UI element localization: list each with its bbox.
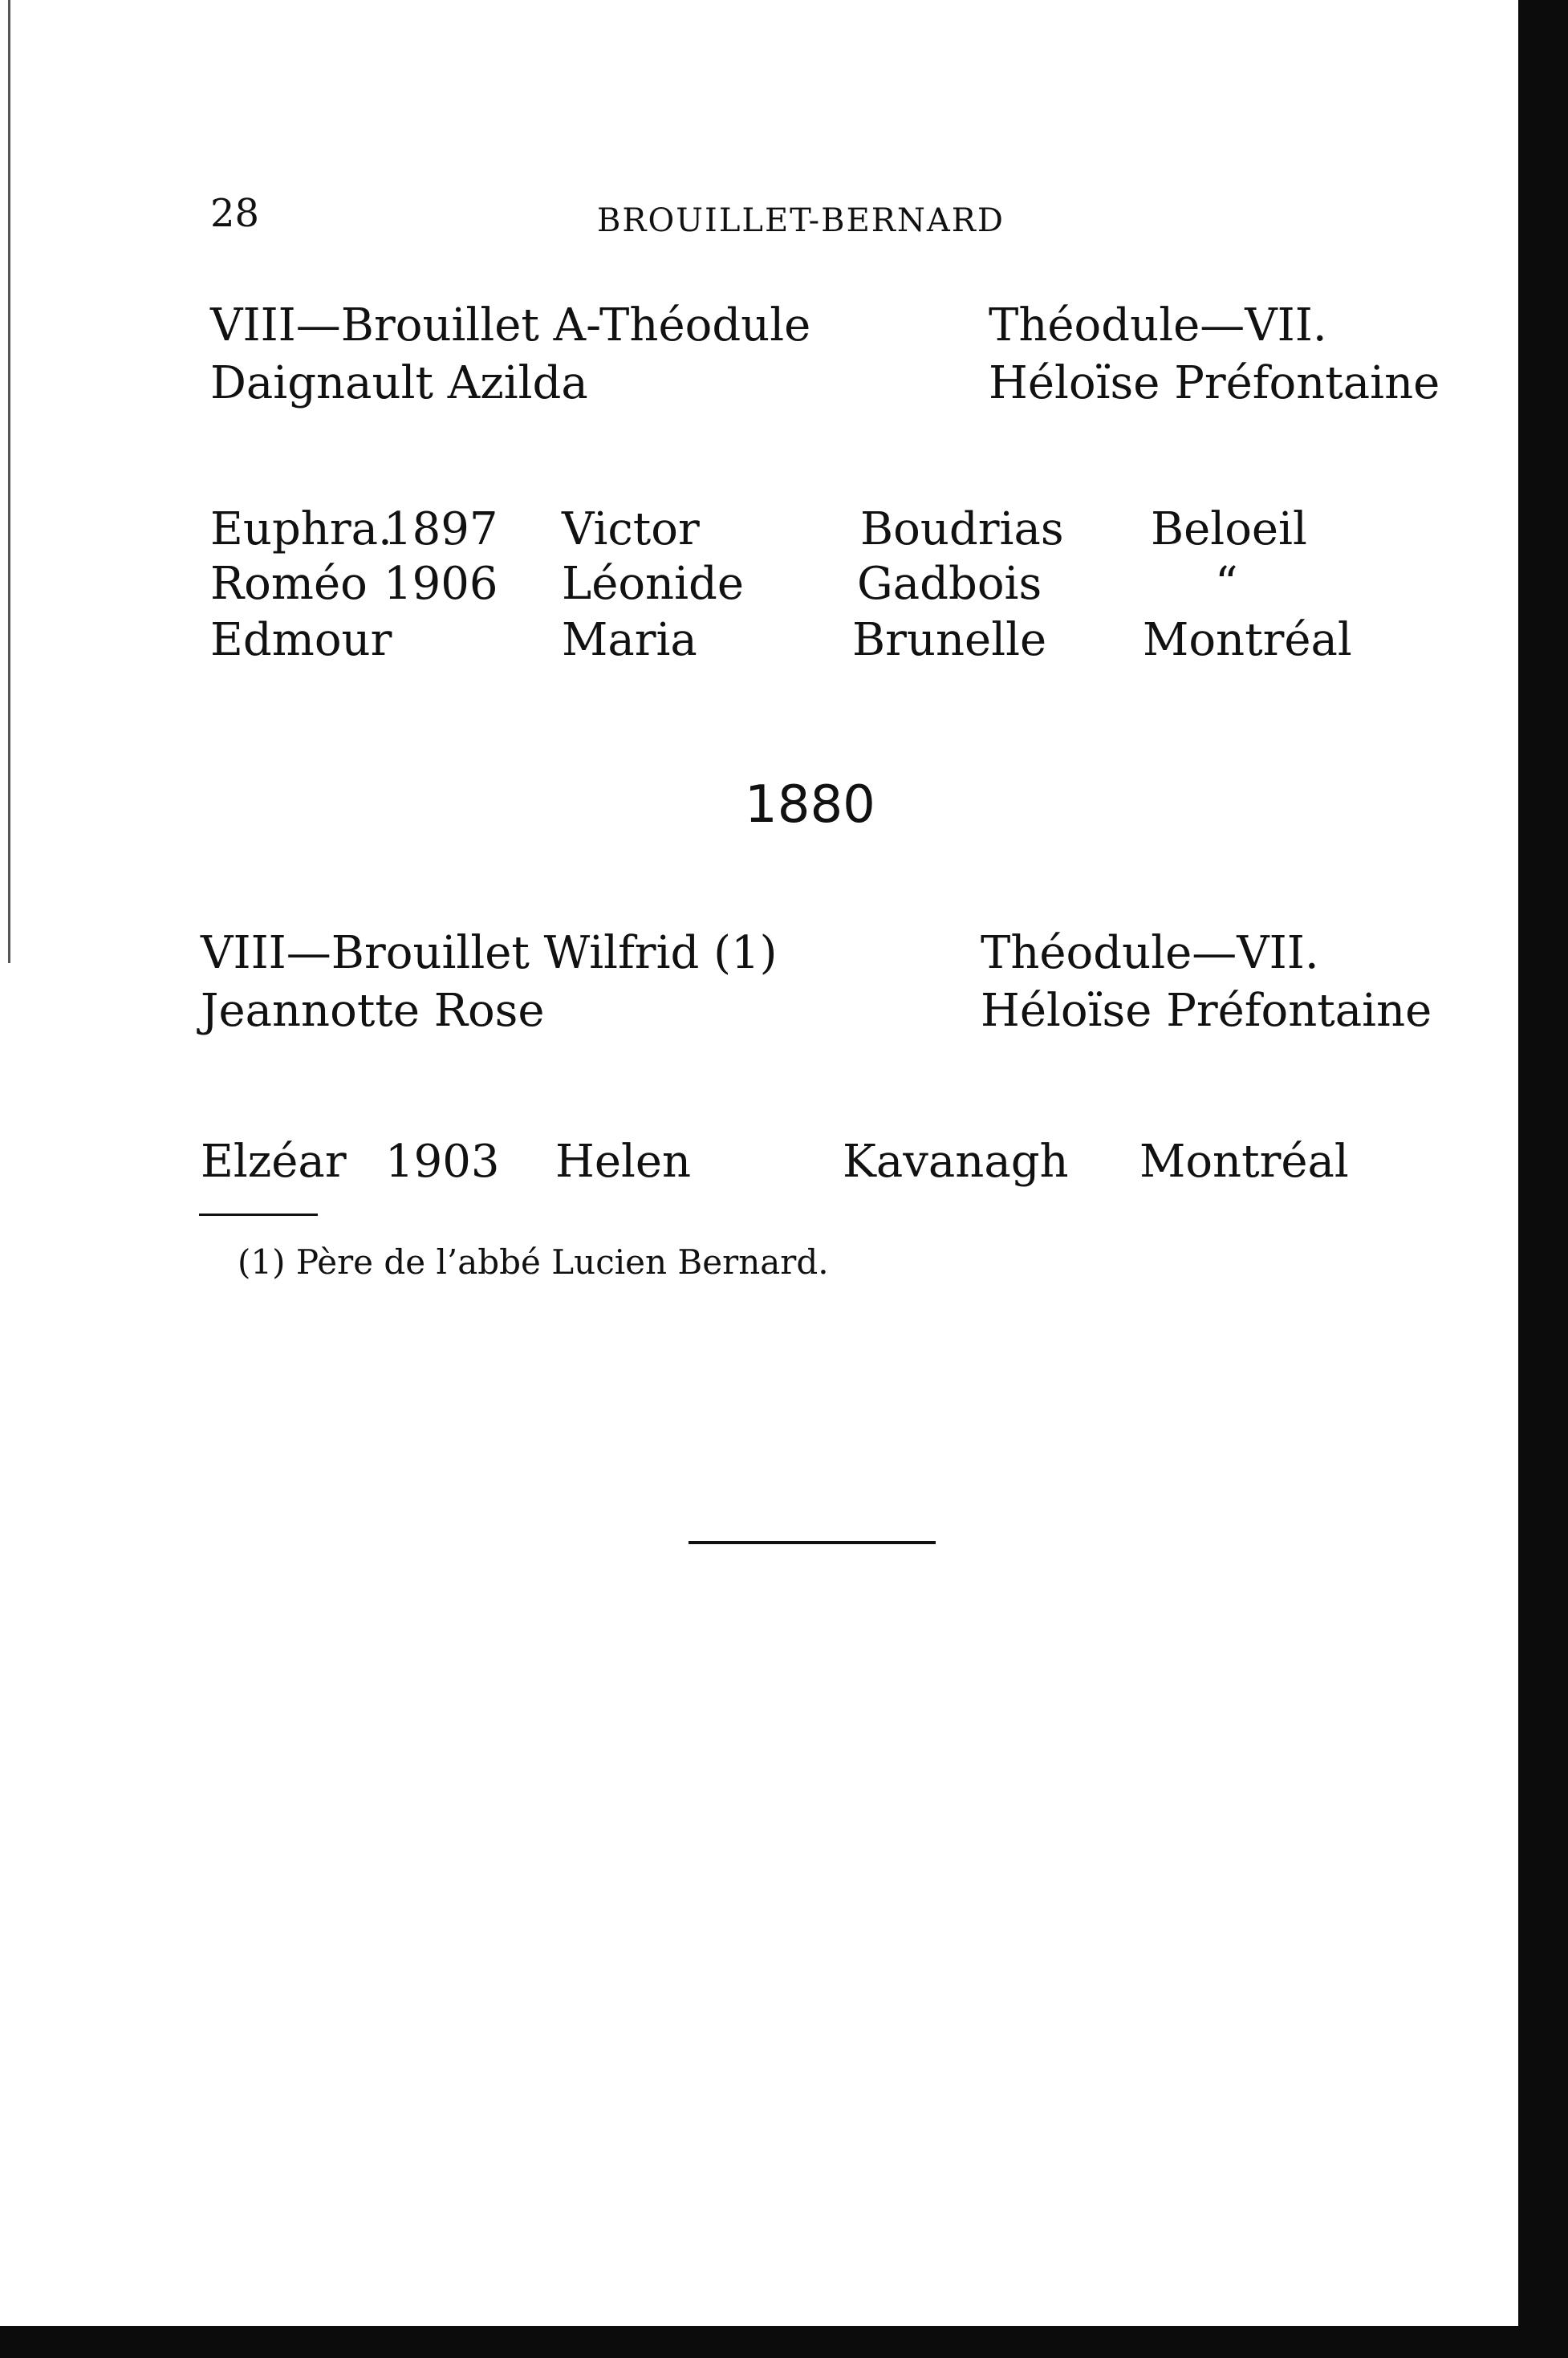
scan-edge-bottom [0, 2326, 1568, 2358]
end-rule [689, 1541, 936, 1544]
entry1-child-1-year: 1897 [384, 503, 498, 555]
entry2-couple-wife: Jeannotte Rose [201, 985, 545, 1037]
entry2-child-1-spouse-last: Kavanagh [843, 1136, 1069, 1188]
scan-edge-left [8, 0, 10, 963]
entry2-child-1-year: 1903 [385, 1136, 500, 1188]
entry2-child-1-place: Montréal [1139, 1136, 1349, 1188]
entry1-couple-husband: VIII—Brouillet A-Théodule [210, 299, 811, 352]
entry1-child-3-place: Montréal [1143, 614, 1352, 666]
entry1-couple-wife: Daignault Azilda [210, 357, 588, 409]
entry2-parent-mother: Héloïse Préfontaine [981, 985, 1432, 1037]
entry1-child-2-spouse-first: Léonide [562, 558, 745, 610]
entry2-child-1-name: Elzéar [201, 1136, 347, 1188]
page-number: 28 [210, 191, 260, 236]
year-heading: 1880 [745, 775, 875, 835]
footnote-rule [199, 1214, 318, 1216]
entry1-child-3-spouse-first: Maria [562, 614, 697, 666]
entry1-child-1-place: Beloeil [1151, 503, 1307, 555]
running-head: BROUILLET-BERNARD [597, 202, 1005, 239]
entry2-couple-husband: VIII—Brouillet Wilfrid (1) [201, 927, 778, 979]
entry1-child-2-name: Roméo [210, 558, 368, 610]
entry1-child-1-spouse-first: Victor [562, 503, 700, 555]
entry1-child-2-place-ditto: “ [1215, 558, 1238, 610]
scan-edge-right [1518, 0, 1568, 2358]
footnote: (1) Père de l’abbé Lucien Bernard. [238, 1242, 829, 1282]
entry1-parent-father: Théodule—VII. [989, 299, 1327, 352]
entry2-child-1-spouse-first: Helen [555, 1136, 692, 1188]
entry1-child-1-spouse-last: Boudrias [860, 503, 1064, 555]
entry1-parent-mother: Héloïse Préfontaine [989, 357, 1440, 409]
entry1-child-3-spouse-last: Brunelle [852, 614, 1047, 666]
entry1-child-3-name: Edmour [210, 614, 392, 666]
entry1-child-2-year: 1906 [384, 558, 498, 610]
entry1-child-1-name: Euphra. [210, 503, 392, 555]
entry2-parent-father: Théodule—VII. [981, 927, 1319, 979]
entry1-child-2-spouse-last: Gadbois [857, 558, 1042, 610]
